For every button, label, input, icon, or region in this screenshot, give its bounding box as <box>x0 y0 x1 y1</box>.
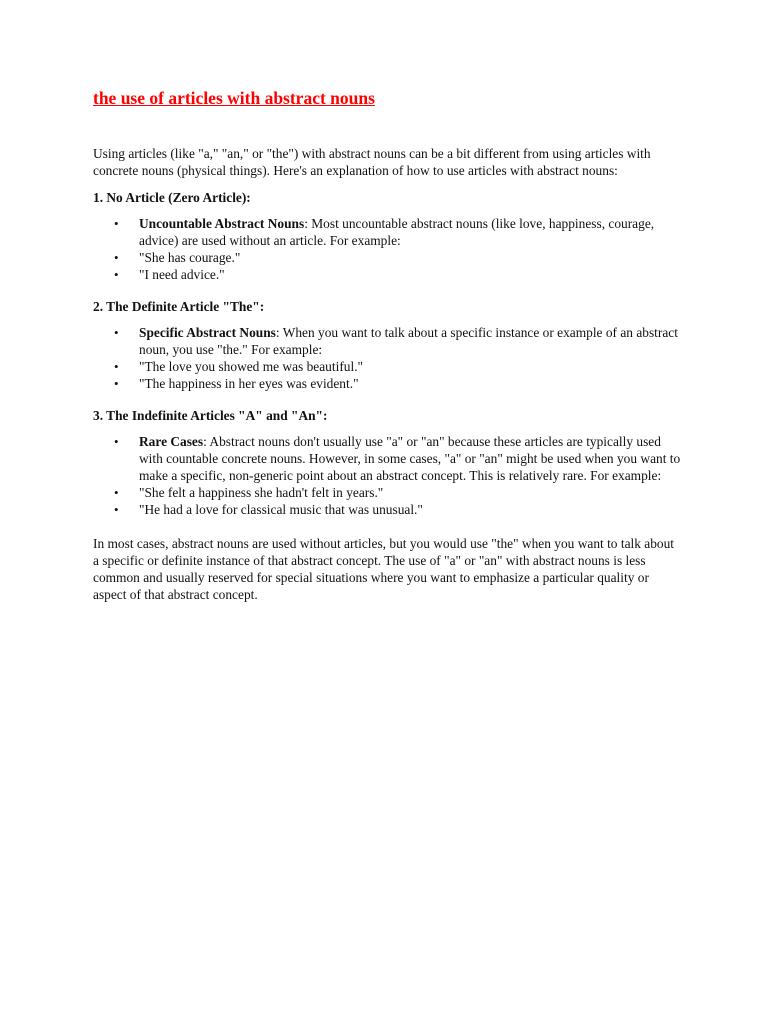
bullet-icon: • <box>114 485 119 500</box>
bold-term: Uncountable Abstract Nouns <box>139 216 305 231</box>
conclusion-paragraph: In most cases, abstract nouns are used without articles, but you would use "the" when you want to talk about a specific or definite instance of that abstract concept. The use of "a" or "an" with abstract nouns is less common and usually reserved for special situations where you want to emphasize a particular quality or aspect of that abstract concept. <box>93 536 675 602</box>
list-item <box>114 433 683 484</box>
item-text: "He had a love for classical music that was unusual." <box>139 502 423 517</box>
section-zero-article <box>93 189 683 283</box>
section-heading: 1. No Article (Zero Article): <box>93 190 251 205</box>
bullet-icon: • <box>114 216 119 231</box>
document-body <box>93 88 683 603</box>
section-indefinite-articles <box>93 407 683 518</box>
item-text: "The happiness in her eyes was evident." <box>139 376 359 391</box>
list-item <box>114 324 683 358</box>
section-definite-article <box>93 298 683 392</box>
item-text: : Abstract nouns don't usually use "a" or "an" because these articles are typically used with countable concrete nouns. However, in some cases, "a" or "an" might be used when you want to make a specific, non-generic point about an abstract concept. This is relatively rare. For example: <box>139 434 681 483</box>
bullet-icon: • <box>114 502 119 517</box>
section-heading: 3. The Indefinite Articles "A" and "An": <box>93 408 328 423</box>
item-text: "The love you showed me was beautiful." <box>139 359 364 374</box>
list-item <box>114 266 683 283</box>
list-item <box>114 484 683 501</box>
list-item <box>114 501 683 518</box>
document-title: the use of articles with abstract nouns <box>93 88 375 108</box>
item-text: "She felt a happiness she hadn't felt in years." <box>139 485 384 500</box>
item-text: : When you want to talk about a specific instance or example of an abstract noun, you use "the." For example: <box>139 325 678 357</box>
bullet-icon: • <box>114 325 119 340</box>
intro-paragraph: Using articles (like "a," "an," or "the") with abstract nouns can be a bit different from using articles with concrete nouns (physical things). Here's an explanation of how to use articles with abstract nouns: <box>93 146 651 178</box>
bullet-list <box>93 433 683 518</box>
list-item <box>114 375 683 392</box>
list-item <box>114 358 683 375</box>
list-item <box>114 249 683 266</box>
bullet-icon: • <box>114 250 119 265</box>
bullet-icon: • <box>114 359 119 374</box>
bold-term: Specific Abstract Nouns <box>139 325 276 340</box>
item-text: : Most uncountable abstract nouns (like love, happiness, courage, advice) are used without an article. For example: <box>139 216 655 248</box>
section-heading: 2. The Definite Article "The": <box>93 299 265 314</box>
bullet-icon: • <box>114 267 119 282</box>
bullet-list <box>93 324 683 392</box>
item-text: "I need advice." <box>139 267 225 282</box>
bold-term: Rare Cases <box>139 434 204 449</box>
item-text: "She has courage." <box>139 250 241 265</box>
bullet-icon: • <box>114 376 119 391</box>
bullet-list <box>93 215 683 283</box>
bullet-icon: • <box>114 434 119 449</box>
list-item <box>114 215 683 249</box>
